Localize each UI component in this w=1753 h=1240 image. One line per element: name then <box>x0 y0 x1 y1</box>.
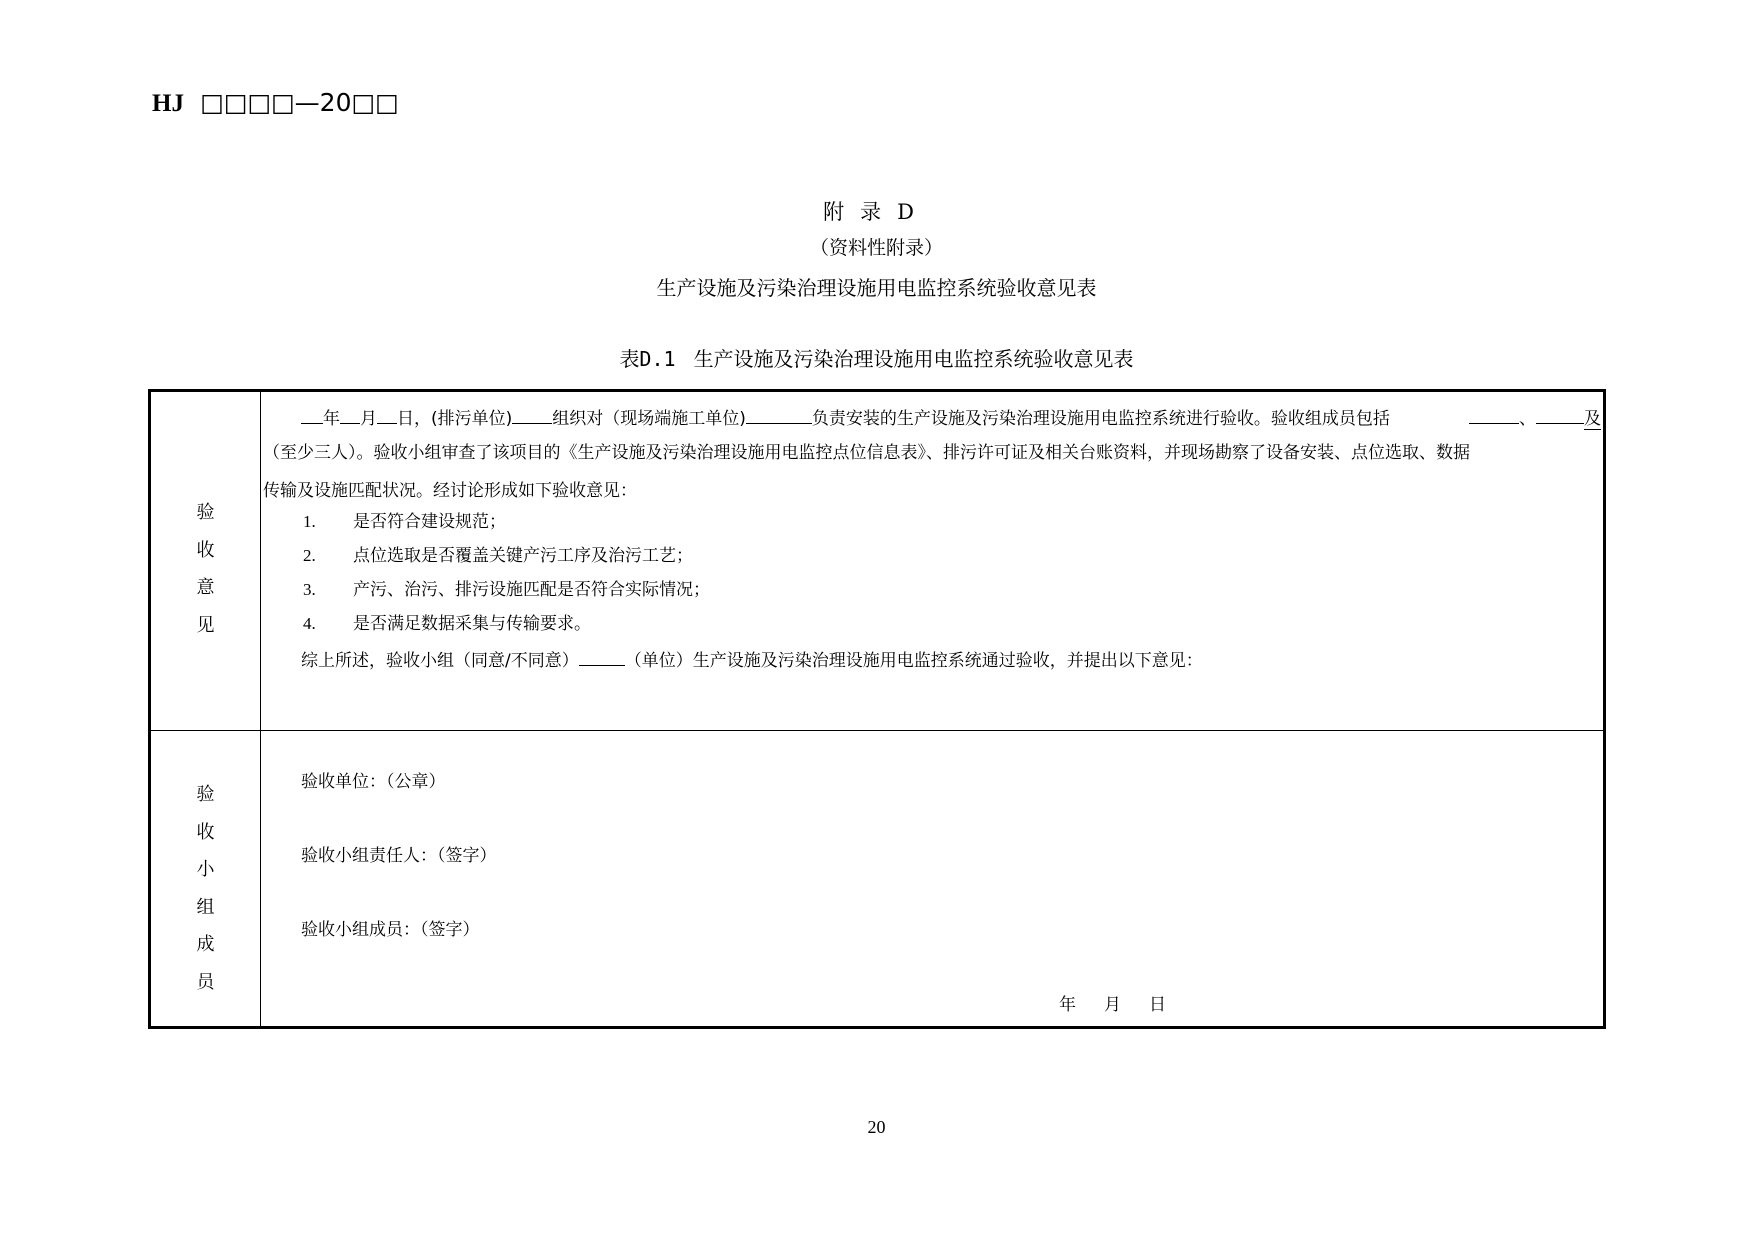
date-year: 年 <box>1059 995 1076 1015</box>
label-char: 验 <box>196 784 215 805</box>
opinion-line-1 <box>263 403 1601 429</box>
appendix-subtitle: （资料性附录） <box>809 237 943 259</box>
item-number: 2. <box>303 546 316 565</box>
appendix-label: 附录D <box>823 200 930 224</box>
standard-header <box>152 88 399 118</box>
opinion-line-2 <box>263 440 1601 466</box>
label-char: 收 <box>196 821 215 843</box>
column-divider <box>260 392 261 1026</box>
date-line <box>1059 992 1166 1018</box>
text-and: 及 <box>1584 409 1601 429</box>
blank-field <box>340 403 360 424</box>
table-title: 生产设施及污染治理设施用电监控系统验收意见表 <box>693 347 1134 371</box>
item-number: 1. <box>303 512 316 531</box>
page-number: 20 <box>867 1117 886 1137</box>
text-year: 年 <box>323 409 340 429</box>
list-item <box>303 577 710 603</box>
opinion-content <box>263 392 1601 730</box>
standard-prefix: HJ <box>152 90 184 117</box>
blank-field <box>746 403 812 424</box>
acceptance-unit-line: 验收单位：（公章） <box>301 772 446 792</box>
opinion-line-3 <box>263 478 1601 504</box>
list-item <box>303 611 591 637</box>
item-number: 3. <box>303 580 316 599</box>
text-comma: 、 <box>1519 409 1536 429</box>
members-signature-line: 验收小组成员：（签字） <box>301 920 480 940</box>
text-install: 负责安装的生产设施及污染治理设施用电监控系统进行验收。验收组成员包括 <box>811 409 1390 429</box>
list-item <box>303 509 506 535</box>
blank-field <box>377 403 397 424</box>
item-text: 是否符合建设规范； <box>353 512 506 532</box>
section-label-members <box>151 776 260 1001</box>
item-text: 产污、治污、排污设施匹配是否符合实际情况； <box>353 580 710 600</box>
label-char: 员 <box>196 971 215 993</box>
section-label-opinion <box>151 494 260 644</box>
label-char: 组 <box>196 896 215 918</box>
blank-field <box>301 403 323 424</box>
summary-text-a: 综上所述，验收小组（同意/不同意） <box>301 651 579 671</box>
blank-field <box>1469 403 1519 424</box>
appendix-title: 生产设施及污染治理设施用电监控系统验收意见表 <box>656 276 1097 300</box>
acceptance-table <box>148 389 1606 1029</box>
blank-field <box>579 645 625 666</box>
text-month: 月 <box>360 409 377 429</box>
blank-field <box>512 403 552 424</box>
date-day: 日 <box>1149 995 1166 1015</box>
list-item <box>303 543 693 569</box>
members-blanks <box>1469 403 1601 432</box>
item-number: 4. <box>303 614 316 633</box>
members-content <box>263 731 1601 1026</box>
item-text: 点位选取是否覆盖关键产污工序及治污工艺； <box>353 546 693 566</box>
label-char: 见 <box>196 614 215 636</box>
label-char: 意 <box>196 577 215 598</box>
label-char: 验 <box>196 502 215 523</box>
table-number: 表D.1 <box>619 347 676 371</box>
label-char: 小 <box>196 859 215 880</box>
leader-signature-line: 验收小组责任人：（签字） <box>301 846 497 866</box>
standard-code: □□□□—20□□ <box>200 88 399 117</box>
table-caption <box>0 343 1753 372</box>
blank-field <box>1536 403 1584 424</box>
date-month: 月 <box>1104 995 1121 1015</box>
opinion-text-2: （至少三人）。验收小组审查了该项目的《生产设施及污染治理设施用电监控点位信息表》、排污许可证及相关台账资料，并现场勘察了设备安装、点位选取、数据 <box>263 443 1470 463</box>
summary-text-b: （单位）生产设施及污染治理设施用电监控系统通过验收，并提出以下意见： <box>624 651 1203 671</box>
summary-line <box>301 645 1203 671</box>
item-text: 是否满足数据采集与传输要求。 <box>353 614 591 634</box>
opinion-text-3: 传输及设施匹配状况。经讨论形成如下验收意见： <box>263 481 637 501</box>
text-day-unit: 日，(排污单位) <box>397 409 513 429</box>
label-char: 收 <box>196 539 215 561</box>
label-char: 成 <box>196 934 215 955</box>
text-organize: 组织对（现场端施工单位) <box>552 409 746 429</box>
